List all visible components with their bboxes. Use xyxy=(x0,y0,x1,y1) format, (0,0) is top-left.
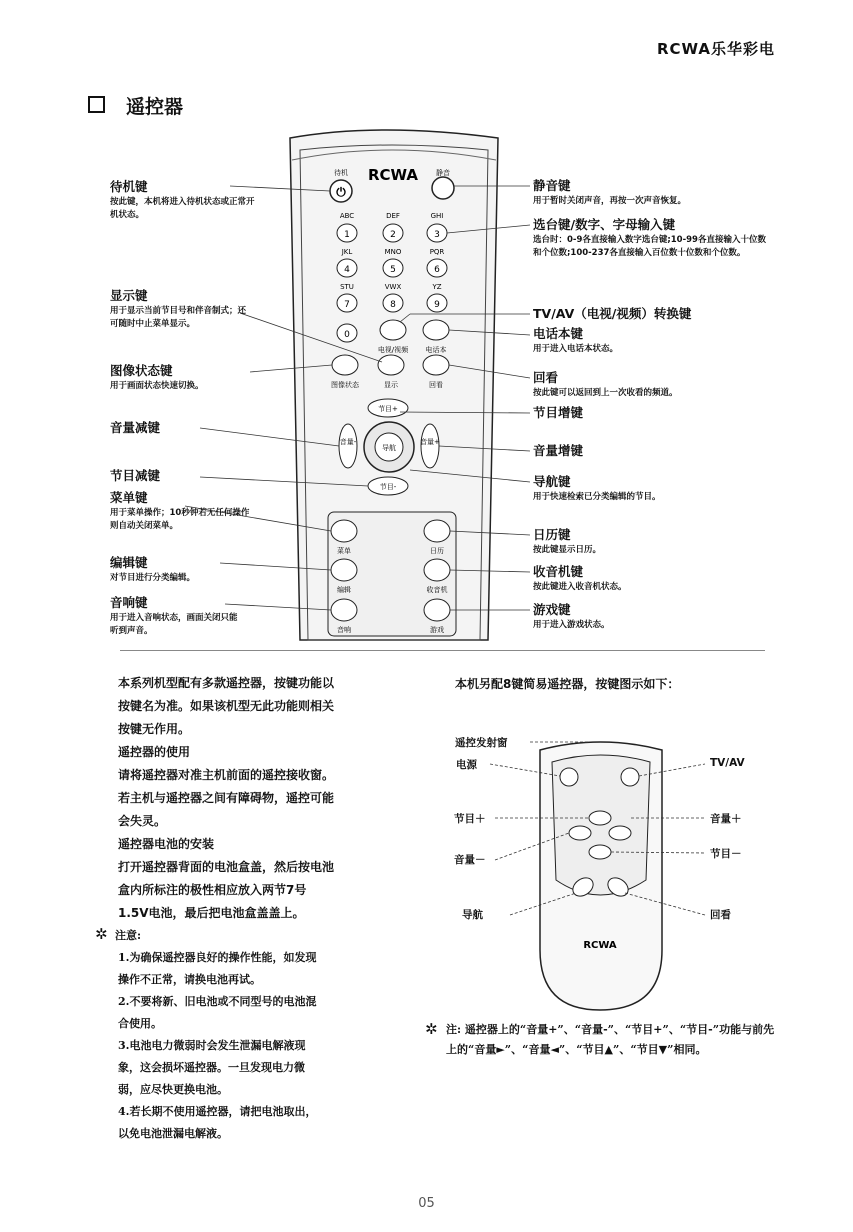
calendar-button xyxy=(424,520,450,542)
label-tvav: TV/AV（电视/视频）转换键 xyxy=(533,306,692,321)
sun-icon-right: ✲ xyxy=(425,1020,438,1038)
simple-vol-up-button xyxy=(609,826,631,840)
vol-up-label: 音量+ xyxy=(420,438,440,446)
vol-up-button xyxy=(421,424,439,468)
calendar-label: 日历 xyxy=(430,547,444,555)
label-menu: 菜单键 xyxy=(110,490,148,505)
desc-recall: 按此键可以返回到上一次收看的频道。 xyxy=(533,388,678,398)
brand-logo: RCWA乐华彩电 xyxy=(656,40,775,58)
key-jkl-label: JKL xyxy=(341,248,353,256)
desc-standby: 按此键，本机将进入待机状态或正常开机状态。 xyxy=(110,197,255,220)
label-calendar: 日历键 xyxy=(533,527,571,542)
game-button xyxy=(424,599,450,621)
phonebook-button xyxy=(423,320,449,340)
simple-vol-plus-label: 音量＋ xyxy=(710,813,742,825)
sun-icon: ✲ xyxy=(95,925,108,943)
key-ghi-label: GHI xyxy=(430,212,444,220)
radio-button xyxy=(424,559,450,581)
intro-text: 本系列机型配有多款遥控器，按键功能以 按键名为准。如果该机型无此功能则相关 按键无作用。 遥控器的使用 请将遥控器对准主机前面的遥控接收窗。 若主机与遥控器之间有障碍物，遥控可能 会失灵。 遥控器电池的安装 打开遥控器背面的电池盒盖，然后按电池 盒内所标注的极性相应放入两节7号 1.5V电池，最后把电池盒盖盖上。 xyxy=(118,676,335,920)
simple-window-label: 遥控发射窗 xyxy=(455,737,508,749)
power-icon: ⏻ xyxy=(336,185,346,199)
label-phonebook: 电话本键 xyxy=(533,326,584,341)
edit-button xyxy=(331,559,357,581)
key-9-text: 9 xyxy=(434,300,440,310)
picture-label: 图像状态 xyxy=(331,381,359,389)
key-5-text: 5 xyxy=(390,265,396,275)
desc-edit: 对节目进行分类编辑。 xyxy=(110,573,196,583)
simple-prog-minus-label: 节目－ xyxy=(710,848,742,860)
key-8-text: 8 xyxy=(390,300,396,310)
label-game: 游戏键 xyxy=(533,602,571,617)
prog-up-label: 节目+ xyxy=(378,405,398,413)
audio-button xyxy=(331,599,357,621)
prog-down-label: 节目- xyxy=(379,483,397,491)
label-prog-up: 节目增键 xyxy=(533,405,584,420)
key-3-text: 3 xyxy=(434,230,440,240)
simple-tvav-label: TV/AV xyxy=(710,757,745,769)
edit-label: 编辑 xyxy=(337,586,351,594)
display-button xyxy=(378,355,404,375)
simple-remote-heading: 本机另配8键简易遥控器，按键图示如下： xyxy=(455,677,680,691)
label-display: 显示键 xyxy=(110,288,148,303)
menu-label: 菜单 xyxy=(337,547,351,555)
divider xyxy=(120,650,765,651)
key-def-label: DEF xyxy=(386,212,400,220)
mute-label: 静音 xyxy=(436,169,450,177)
recall-label: 回看 xyxy=(429,381,443,389)
label-edit: 编辑键 xyxy=(110,555,148,570)
mute-button xyxy=(432,177,454,199)
simple-power-button xyxy=(560,768,578,786)
desc-game: 用于进入游戏状态。 xyxy=(533,620,610,630)
label-picture: 图像状态键 xyxy=(110,363,173,378)
simple-vol-down-button xyxy=(569,826,591,840)
simple-prog-plus-label: 节目＋ xyxy=(454,813,486,825)
display-label: 显示 xyxy=(384,381,398,389)
key-7-text: 7 xyxy=(344,300,350,310)
label-mute: 静音键 xyxy=(533,178,571,193)
label-prog-down: 节目减键 xyxy=(110,468,161,483)
simple-prog-up-button xyxy=(589,811,611,825)
simple-power-label: 电源 xyxy=(456,759,477,771)
desc-mute: 用于暂时关闭声音，再按一次声音恢复。 xyxy=(533,196,687,206)
desc-phonebook: 用于进入电话本状态。 xyxy=(533,344,619,354)
key-yz-label: YZ xyxy=(432,283,442,291)
key-pqr-label: PQR xyxy=(429,248,445,256)
phonebook-label: 电话本 xyxy=(425,346,447,354)
desc-audio: 用于进入音响状态，画面关闭只能听到声音。 xyxy=(110,613,238,636)
desc-number-keys: 选台时：0-9各直接输入数字选台键;10-99各直接输入十位数和个位数;100-237各直接输入百位数十位数和个位数。 xyxy=(533,235,766,258)
note-title: 注意: xyxy=(115,929,142,942)
desc-picture: 用于画面状态快速切换。 xyxy=(110,381,204,391)
simple-tvav-button xyxy=(621,768,639,786)
desc-display: 用于显示当前节目号和伴音制式；还可随时中止菜单显示。 xyxy=(110,306,247,329)
nav-label: 导航 xyxy=(382,444,396,452)
key-vwx-label: VWX xyxy=(384,283,402,291)
radio-label: 收音机 xyxy=(426,586,448,594)
label-radio: 收音机键 xyxy=(533,564,584,579)
simple-vol-minus-label: 音量－ xyxy=(454,854,486,866)
section-title: 遥控器 xyxy=(126,96,184,118)
remote-logo: RCWA xyxy=(367,166,419,184)
label-audio: 音响键 xyxy=(110,595,148,610)
simple-remote-note: 注: 遥控器上的“音量+”、“音量-”、“节目+”、“节目-”功能与前先上的“音量►”、“音量◄”、“节目▲”、“节目▼”相同。 xyxy=(446,1023,775,1056)
audio-label: 音响 xyxy=(337,626,351,634)
label-number-keys: 选台键/数字、字母输入键 xyxy=(533,217,676,232)
key-abc-label: ABC xyxy=(339,212,355,220)
recall-button xyxy=(423,355,449,375)
key-6-text: 6 xyxy=(434,265,440,275)
menu-button xyxy=(331,520,357,542)
desc-menu: 用于菜单操作；10秒钟若无任何操作则自动关闭菜单。 xyxy=(110,508,250,531)
page-number: 05 xyxy=(418,1196,435,1211)
label-nav: 导航键 xyxy=(533,474,571,489)
picture-button xyxy=(332,355,358,375)
tvav-button xyxy=(380,320,406,340)
key-mno-label: MNO xyxy=(384,248,402,256)
simple-prog-down-button xyxy=(589,845,611,859)
desc-calendar: 按此键显示日历。 xyxy=(533,545,602,555)
key-0-text: 0 xyxy=(344,330,350,340)
simple-logo: RCWA xyxy=(583,940,617,951)
label-standby: 待机键 xyxy=(110,179,148,194)
game-label: 游戏 xyxy=(430,626,444,634)
simple-recall-label: 回看 xyxy=(710,909,731,921)
simple-nav-label: 导航 xyxy=(462,909,483,921)
label-vol-up: 音量增键 xyxy=(533,443,584,458)
vol-down-label: 音量- xyxy=(339,438,357,446)
tvav-label: 电视/视频 xyxy=(377,346,409,354)
key-4-text: 4 xyxy=(344,265,350,275)
key-stu-label: STU xyxy=(340,283,354,291)
label-recall: 回看 xyxy=(533,370,559,385)
desc-radio: 按此键进入收音机状态。 xyxy=(533,582,627,592)
desc-nav: 用于快速检索已分类编辑的节目。 xyxy=(533,492,661,502)
label-vol-down: 音量减键 xyxy=(110,420,161,435)
key-1-text: 1 xyxy=(344,230,350,240)
notes-list: 1.为确保遥控器良好的操作性能，如发现 操作不正常，请换电池再试。 2.不要将新、旧电池或不同型号的电池混 合使用。 3.电池电力微弱时会发生泄漏电解液现 象，这会损坏遥控器。一旦发现电力微 弱，应尽快更换电池。 4.若长期不使用遥控器，请把电池取出， 以免电池泄漏电解液。 xyxy=(118,951,317,1140)
vol-down-button xyxy=(339,424,357,468)
standby-label: 待机 xyxy=(334,169,348,177)
key-2-text: 2 xyxy=(390,230,396,240)
